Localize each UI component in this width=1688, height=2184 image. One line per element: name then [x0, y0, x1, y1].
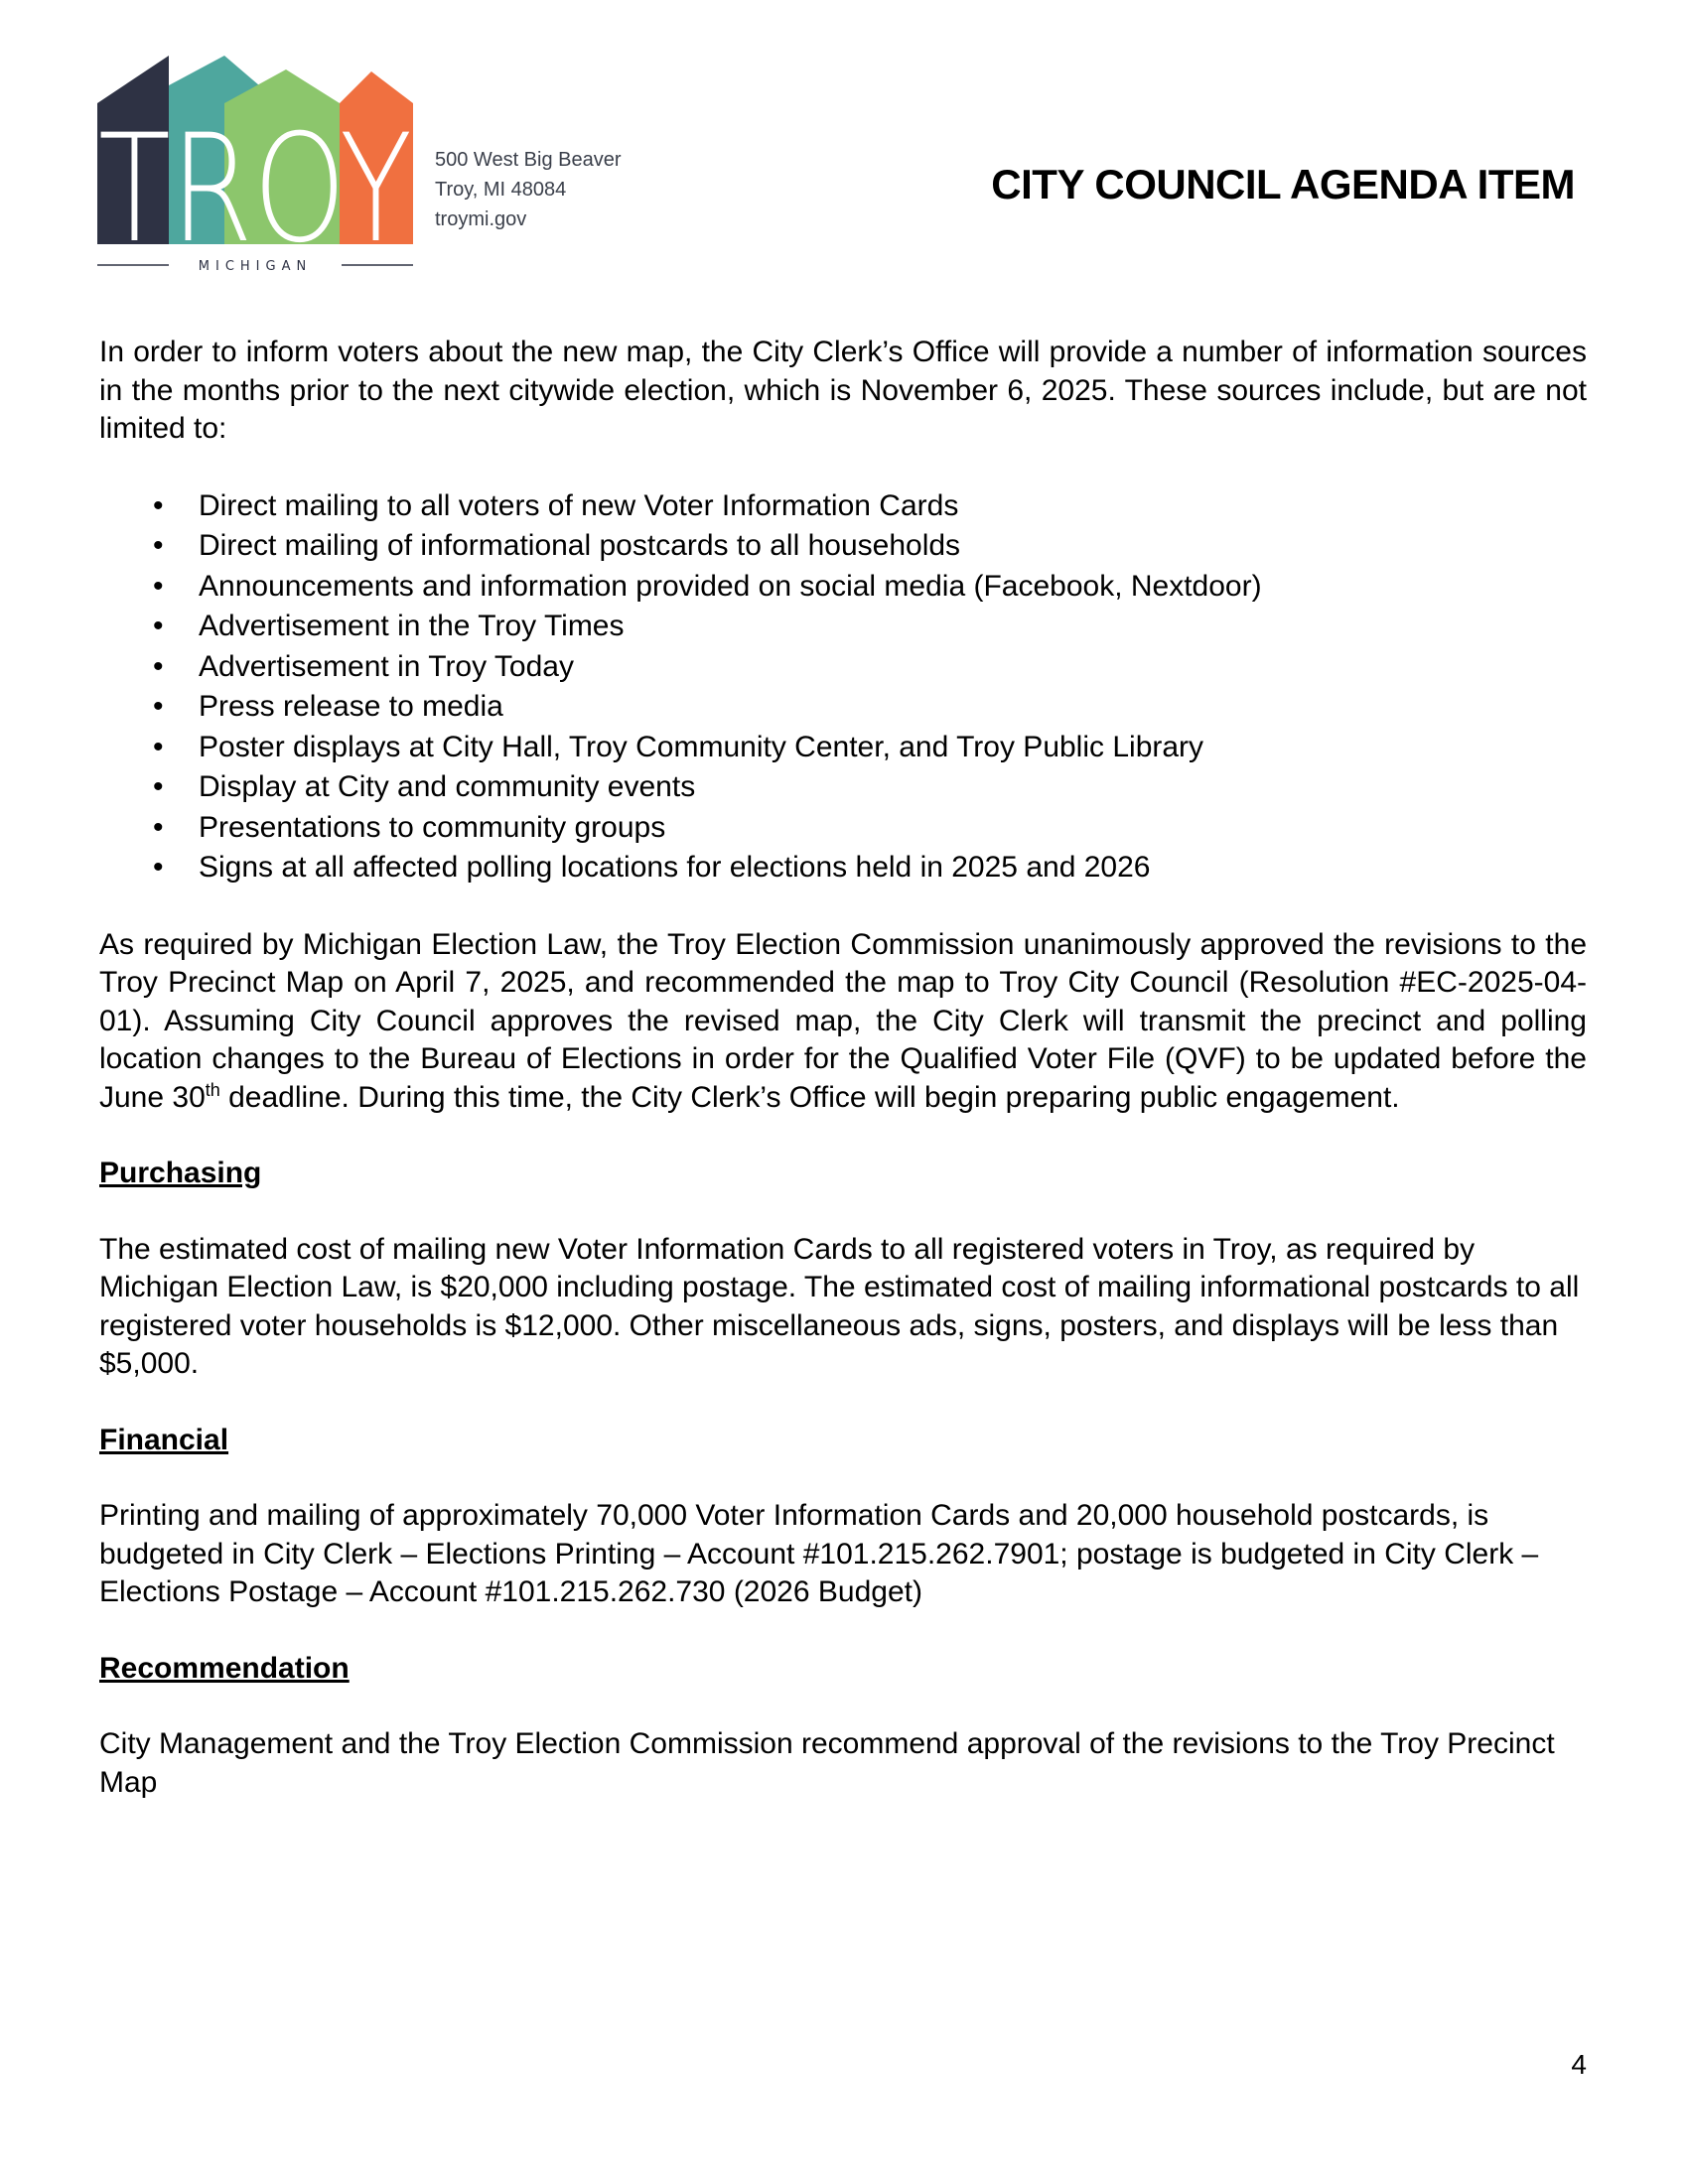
financial-paragraph: Printing and mailing of approximately 70,000 Voter Information Cards and 20,000 household postcards, is budgeted in City Clerk – Elections Printing – Account #101.215.262.7901; postage is budgeted in City Clerk – Elections Postage – Account #101.215.262.730 (2026 Budget): [99, 1499, 1539, 1608]
bullet-icon: •: [153, 770, 164, 803]
list-item: [99, 687, 1587, 728]
list-item-text: Direct mailing to all voters of new Voter Information Cards: [199, 488, 959, 522]
bullet-icon: •: [153, 610, 164, 642]
city-address: [435, 145, 622, 234]
list-item-text: Direct mailing of informational postcards to all households: [199, 529, 961, 562]
list-item-text: Advertisement in Troy Today: [199, 649, 574, 683]
bullet-icon: •: [153, 488, 164, 522]
list-item: [99, 647, 1587, 688]
bullet-icon: •: [153, 730, 164, 763]
intro-paragraph: In order to inform voters about the new map, the City Clerk’s Office will provide a number of information sources in the months prior to the next citywide election, which is November 6, 2025. These sources include, but are not limited to:: [99, 336, 1587, 445]
list-item: [99, 486, 1587, 527]
bullet-icon: •: [153, 690, 164, 723]
purchasing-heading: Purchasing: [99, 1157, 262, 1189]
law-text-part2: deadline. During this time, the City Clerk’s Office will begin preparing public engagement.: [219, 1080, 1400, 1114]
list-item: [99, 848, 1587, 888]
address-line-2: Troy, MI 48084: [435, 179, 567, 201]
law-paragraph: [99, 926, 1587, 1118]
law-superscript: th: [205, 1079, 220, 1100]
troy-logo: [97, 56, 413, 274]
purchasing-paragraph: The estimated cost of mailing new Voter Information Cards to all registered voters in Troy, as required by Michigan Election Law, is $20,000 including postage. The estimated cost of mailing informational postcards to all registered voter households is $12,000. Other miscellaneous ads, signs, posters, and displays will be less than $5,000.: [99, 1232, 1580, 1380]
agenda-title: CITY COUNCIL AGENDA ITEM: [991, 161, 1575, 207]
bullet-icon: •: [153, 569, 164, 603]
bullet-icon: •: [153, 810, 164, 844]
recommendation-heading: Recommendation: [99, 1651, 350, 1685]
list-item: [99, 808, 1587, 849]
list-item-text: Advertisement in the Troy Times: [199, 610, 625, 642]
list-item-text: Presentations to community groups: [199, 810, 666, 844]
list-item-text: Display at City and community events: [199, 770, 696, 803]
list-item: [99, 567, 1587, 608]
document-body: [99, 334, 1587, 1802]
svg-text:TROY: TROY: [98, 103, 412, 274]
website-link[interactable]: troymi.gov: [435, 208, 527, 230]
page-header: [0, 0, 1688, 298]
list-item-text: Press release to media: [199, 690, 503, 723]
list-item: [99, 607, 1587, 647]
address-line-1: 500 West Big Beaver: [435, 149, 622, 171]
financial-heading: Financial: [99, 1423, 229, 1456]
bullet-icon: •: [153, 851, 164, 884]
list-item: [99, 526, 1587, 567]
outreach-list: [99, 486, 1587, 888]
list-item-text: Poster displays at City Hall, Troy Community Center, and Troy Public Library: [199, 730, 1204, 763]
bullet-icon: •: [153, 529, 164, 562]
list-item-text: Announcements and information provided on social media (Facebook, Nextdoor): [199, 569, 1262, 603]
page-number: 4: [1571, 2049, 1587, 2080]
list-item: [99, 767, 1587, 808]
list-item: [99, 728, 1587, 768]
law-text-part1: As required by Michigan Election Law, the Troy Election Commission unanimously approved the revisions to the Troy Precinct Map on April 7, 2025, and recommended the map to Troy City Council (Resolution #EC-2025-04-01). Assuming City Council approves the revised map, the City Clerk will transmit the precinct and polling location changes to the Bureau of Elections in order for the Qualified Voter File (QVF) to be updated before the June 30: [99, 927, 1587, 1114]
svg-text:MICHIGAN: MICHIGAN: [198, 259, 313, 274]
recommendation-paragraph: City Management and the Troy Election Commission recommend approval of the revisions to the Troy Precinct Map: [99, 1727, 1555, 1799]
list-item-text: Signs at all affected polling locations for elections held in 2025 and 2026: [199, 851, 1151, 884]
bullet-icon: •: [153, 649, 164, 683]
